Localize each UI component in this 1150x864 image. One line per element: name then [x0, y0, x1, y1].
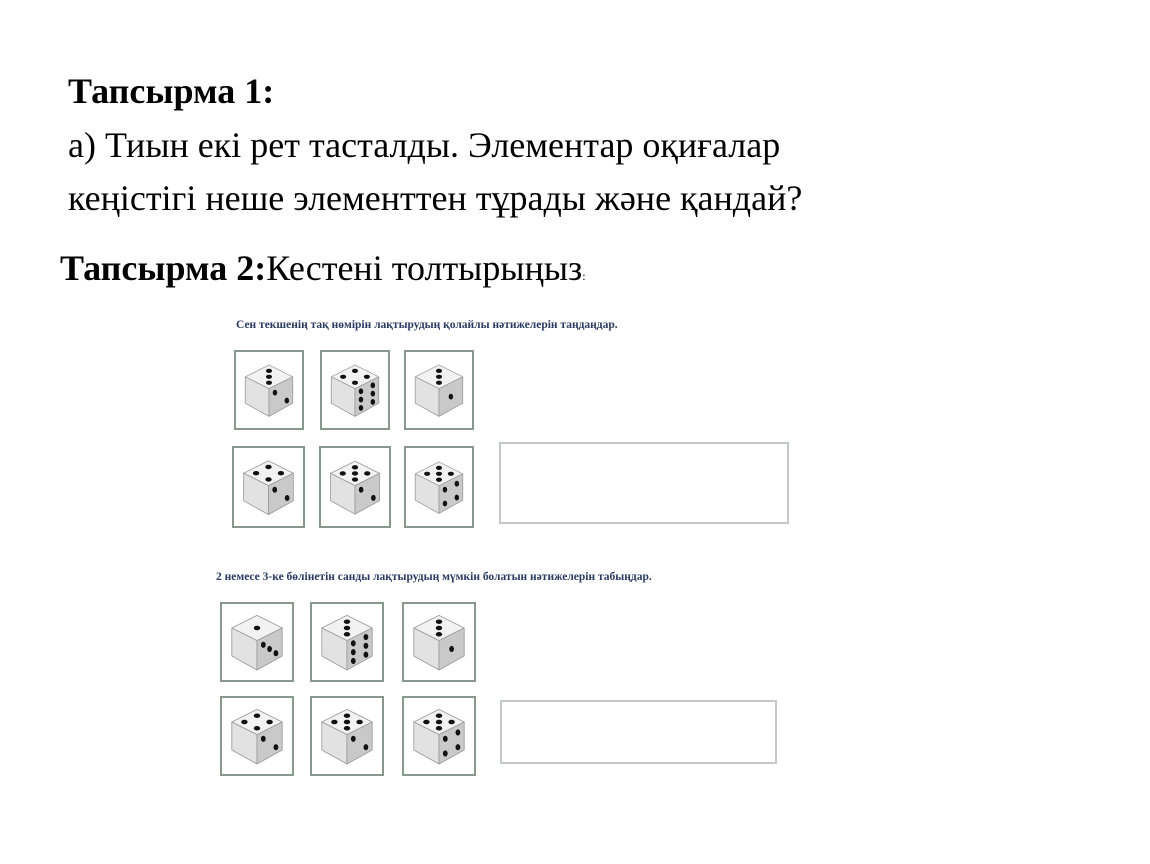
die-pip: [436, 726, 442, 730]
die-pip: [443, 501, 447, 507]
die-icon: [404, 604, 474, 680]
die-pip: [436, 375, 442, 379]
die-pip: [352, 477, 358, 481]
die-pip: [331, 720, 337, 724]
die-pip: [261, 642, 266, 648]
die-pip: [456, 744, 461, 750]
die-icon: [312, 698, 382, 774]
die-pip: [351, 640, 356, 646]
task2-text: Кестені толтырыңыз: [266, 248, 583, 288]
die-pip: [436, 466, 442, 470]
die-pip: [364, 652, 369, 658]
die-pip: [274, 744, 279, 750]
die-pip: [352, 465, 358, 469]
die-icon: [406, 448, 472, 526]
die-pip: [267, 646, 272, 652]
die-pip: [436, 381, 442, 385]
die-pip: [265, 477, 271, 481]
die-pip: [359, 405, 363, 411]
die-pip: [285, 495, 290, 501]
die-pip: [266, 720, 272, 724]
die-pip: [364, 643, 369, 649]
die-pip: [448, 472, 454, 476]
die-pip: [436, 478, 442, 482]
die-pip: [344, 720, 350, 724]
die-pip: [455, 481, 459, 487]
die-pip: [359, 388, 363, 394]
die-pip: [371, 382, 375, 388]
die-pip: [266, 369, 272, 373]
die-icon: [321, 448, 389, 526]
exercise2-die-1[interactable]: [220, 602, 294, 682]
task2-colon: :: [582, 269, 586, 283]
die-pip: [352, 381, 358, 385]
task2-heading: [60, 246, 586, 298]
exercise2-die-6[interactable]: [402, 696, 476, 776]
task1-title: Тапсырма 1:: [68, 71, 275, 111]
die-pip: [449, 646, 454, 652]
die-pip: [455, 495, 459, 501]
exercise2-caption: 2 немесе 3-ке бөлінетін санды лақтырудың мүмкін болатын нәтижелерін табыңдар.: [216, 571, 652, 583]
die-icon: [322, 352, 388, 428]
die-pip: [456, 729, 461, 735]
die-pip: [254, 726, 260, 730]
exercise1-die-3[interactable]: [404, 350, 474, 430]
die-pip: [274, 650, 279, 656]
die-pip: [449, 394, 453, 400]
die-pip: [278, 471, 284, 475]
die-pip: [254, 713, 260, 717]
die-pip: [344, 632, 350, 636]
die-pip: [364, 634, 369, 640]
die-pip: [436, 472, 442, 476]
exercise1-die-5[interactable]: [319, 446, 391, 528]
die-pip: [443, 487, 447, 493]
die-pip: [436, 713, 442, 717]
die-pip: [344, 619, 350, 623]
die-pip: [364, 744, 369, 750]
exercise1-die-1[interactable]: [234, 350, 304, 430]
exercise2-die-3[interactable]: [402, 602, 476, 682]
exercise2-die-4[interactable]: [220, 696, 294, 776]
die-pip: [266, 375, 272, 379]
die-pip: [356, 720, 362, 724]
die-pip: [424, 472, 430, 476]
exercise1-answer-box[interactable]: [499, 442, 789, 524]
die-pip: [436, 626, 442, 630]
die-pip: [344, 713, 350, 717]
die-pip: [352, 471, 358, 475]
die-pip: [436, 369, 442, 373]
die-pip: [266, 381, 272, 385]
die-pip: [261, 736, 266, 742]
die-pip: [359, 487, 364, 493]
die-pip: [344, 626, 350, 630]
die-icon: [222, 698, 292, 774]
exercise1-die-2[interactable]: [320, 350, 390, 430]
die-pip: [443, 750, 448, 756]
exercise1-die-4[interactable]: [232, 446, 305, 528]
die-icon: [236, 352, 302, 428]
die-pip: [273, 390, 277, 396]
exercise2-answer-box[interactable]: [500, 700, 777, 764]
die-pip: [436, 720, 442, 724]
die-pip: [351, 658, 356, 664]
exercise2-die-5[interactable]: [310, 696, 384, 776]
die-pip: [351, 649, 356, 655]
die-pip: [436, 619, 442, 623]
die-pip: [254, 626, 260, 630]
die-icon: [222, 604, 292, 680]
die-pip: [371, 399, 375, 405]
die-pip: [241, 720, 247, 724]
die-pip: [436, 632, 442, 636]
die-pip: [272, 487, 277, 493]
exercise2-die-2[interactable]: [310, 602, 384, 682]
die-pip: [364, 471, 370, 475]
die-pip: [423, 720, 429, 724]
die-pip: [371, 495, 376, 501]
die-pip: [285, 398, 289, 404]
die-pip: [364, 375, 370, 379]
die-pip: [371, 391, 375, 397]
die-icon: [404, 698, 474, 774]
die-pip: [265, 465, 271, 469]
die-pip: [443, 736, 448, 742]
die-pip: [344, 726, 350, 730]
die-pip: [351, 736, 356, 742]
die-pip: [359, 397, 363, 403]
die-pip: [352, 369, 358, 373]
die-pip: [340, 471, 346, 475]
task1-question-line2: кеңістігі неше элементтен тұрады және қандай?: [68, 178, 803, 218]
die-pip: [448, 720, 454, 724]
die-pip: [253, 471, 259, 475]
die-icon: [312, 604, 382, 680]
die-pip: [340, 375, 346, 379]
die-icon: [234, 448, 303, 526]
exercise1-caption: Сен текшенің тақ нөмірін лақтырудың қолайлы нәтижелерін таңдаңдар.: [236, 319, 618, 331]
die-icon: [406, 352, 472, 428]
task1-question-line1: а) Тиын екі рет тасталды. Элементар оқиғалар: [68, 125, 781, 165]
exercise1-die-6[interactable]: [404, 446, 474, 528]
task2-label: Тапсырма 2:: [60, 248, 267, 288]
